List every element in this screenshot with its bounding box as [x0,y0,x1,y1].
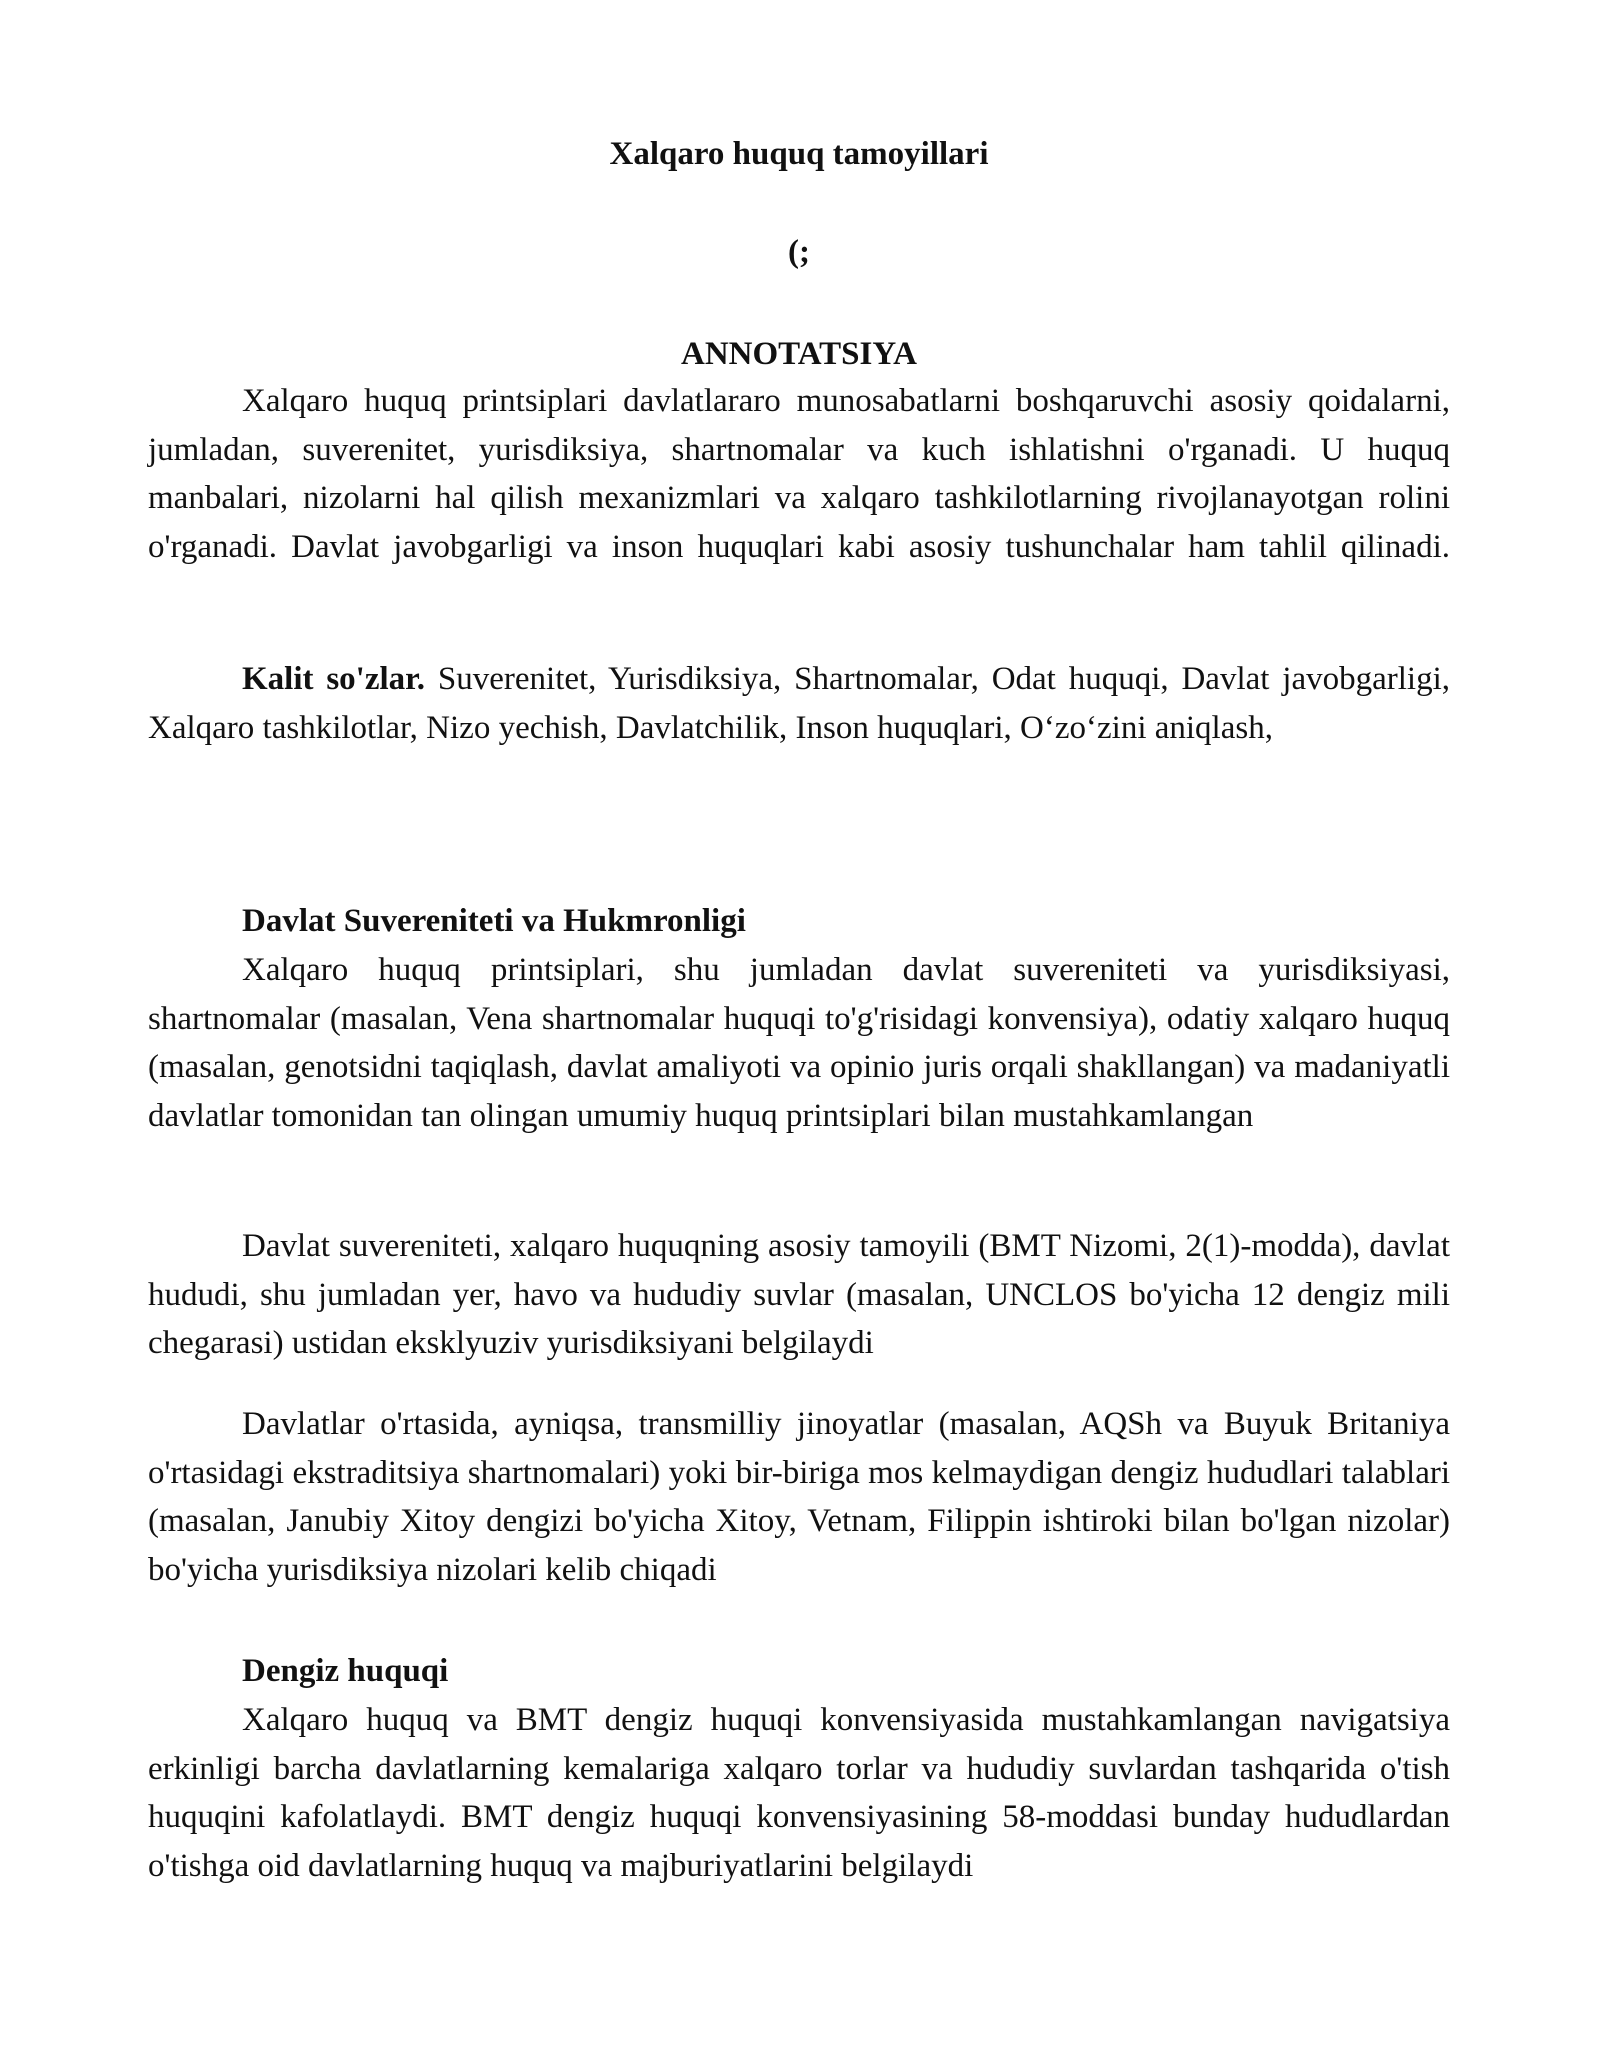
section1-paragraph-3: Davlatlar o'rtasida, ayniqsa, transmilliy jinoyatlar (masalan, AQSh va Buyuk Britaniya o'rtasidagi ekstraditsiya shartnomalari) yoki bir-biriga mos kelmaydigan dengiz hududlari talablari (masalan, Janubiy Xitoy dengizi bo'yicha Xitoy, Vetnam, Filippin ishtiroki bilan bo'lgan nizolar) bo'yicha yurisdiksiya nizolari kelib chiqadi [148,1406,1450,1588]
keywords-label: Kalit so'zlar. [242,661,426,697]
document-title: Xalqaro huquq tamoyillari [609,136,989,172]
annotation-heading: ANNOTATSIYA [681,336,917,372]
section1-paragraph-1: Xalqaro huquq printsiplari, shu jumladan davlat suvereniteti va yurisdiksiyasi, shartnomalar (masalan, Vena shartnomalar huquqi to'g'risidagi konvensiya), odatiy xalqaro huquq (masalan, genotsidni taqiqlash, davlat amaliyoti va opinio juris orqali shakllangan) va madaniyatli davlatlar tomonidan tan olingan umumiy huquq printsiplari bilan mustahkamlangan [148,952,1450,1134]
section2-paragraph-1: Xalqaro huquq va BMT dengiz huquqi konvensiyasida mustahkamlangan navigatsiya erkinligi barcha davlatlarning kemalariga xalqaro torlar va hududiy suvlardan tashqarida o'tish huquqini kafolatlaydi. BMT dengiz huquqi konvensiyasining 58-moddasi bunday hududlardan o'tishga oid davlatlarning huquq va majburiyatlarini belgilaydi [148,1702,1450,1884]
keywords-paragraph [148,655,1450,752]
annotation-paragraph: Xalqaro huquq printsiplari davlatlararo munosabatlarni boshqaruvchi asosiy qoidalarni, jumladan, suverenitet, yurisdiksiya, shartnomalar va kuch ishlatishni o'rganadi. U huquq manbalari, nizolarni hal qilish mexanizmlari va xalqaro tashkilotlarning rivojlanayotgan rolini o'rganadi. Davlat javobgarligi va inson huquqlari kabi asosiy tushunchalar ham tahlil qilinadi. [148,383,1450,565]
section-heading-maritime-law: Dengiz huquqi [242,1653,449,1689]
section1-paragraph-2: Davlat suvereniteti, xalqaro huquqning asosiy tamoyili (BMT Nizomi, 2(1)-modda), davlat hududi, shu jumladan yer, havo va hududiy suvlar (masalan, UNCLOS bo'yicha 12 dengiz mili chegarasi) ustidan eksklyuziv yurisdiksiyani belgilaydi [148,1228,1450,1361]
document-mark: (; [788,234,810,270]
keywords-text: Suverenitet, Yurisdiksiya, Shartnomalar, Odat huquqi, Davlat javobgarligi, Xalqaro tashkilotlar, Nizo yechish, Davlatchilik, Inson huquqlari, O‘zo‘zini aniqlash, [148,661,1450,746]
section-heading-sovereignty: Davlat Suvereniteti va Hukmronligi [242,903,746,939]
